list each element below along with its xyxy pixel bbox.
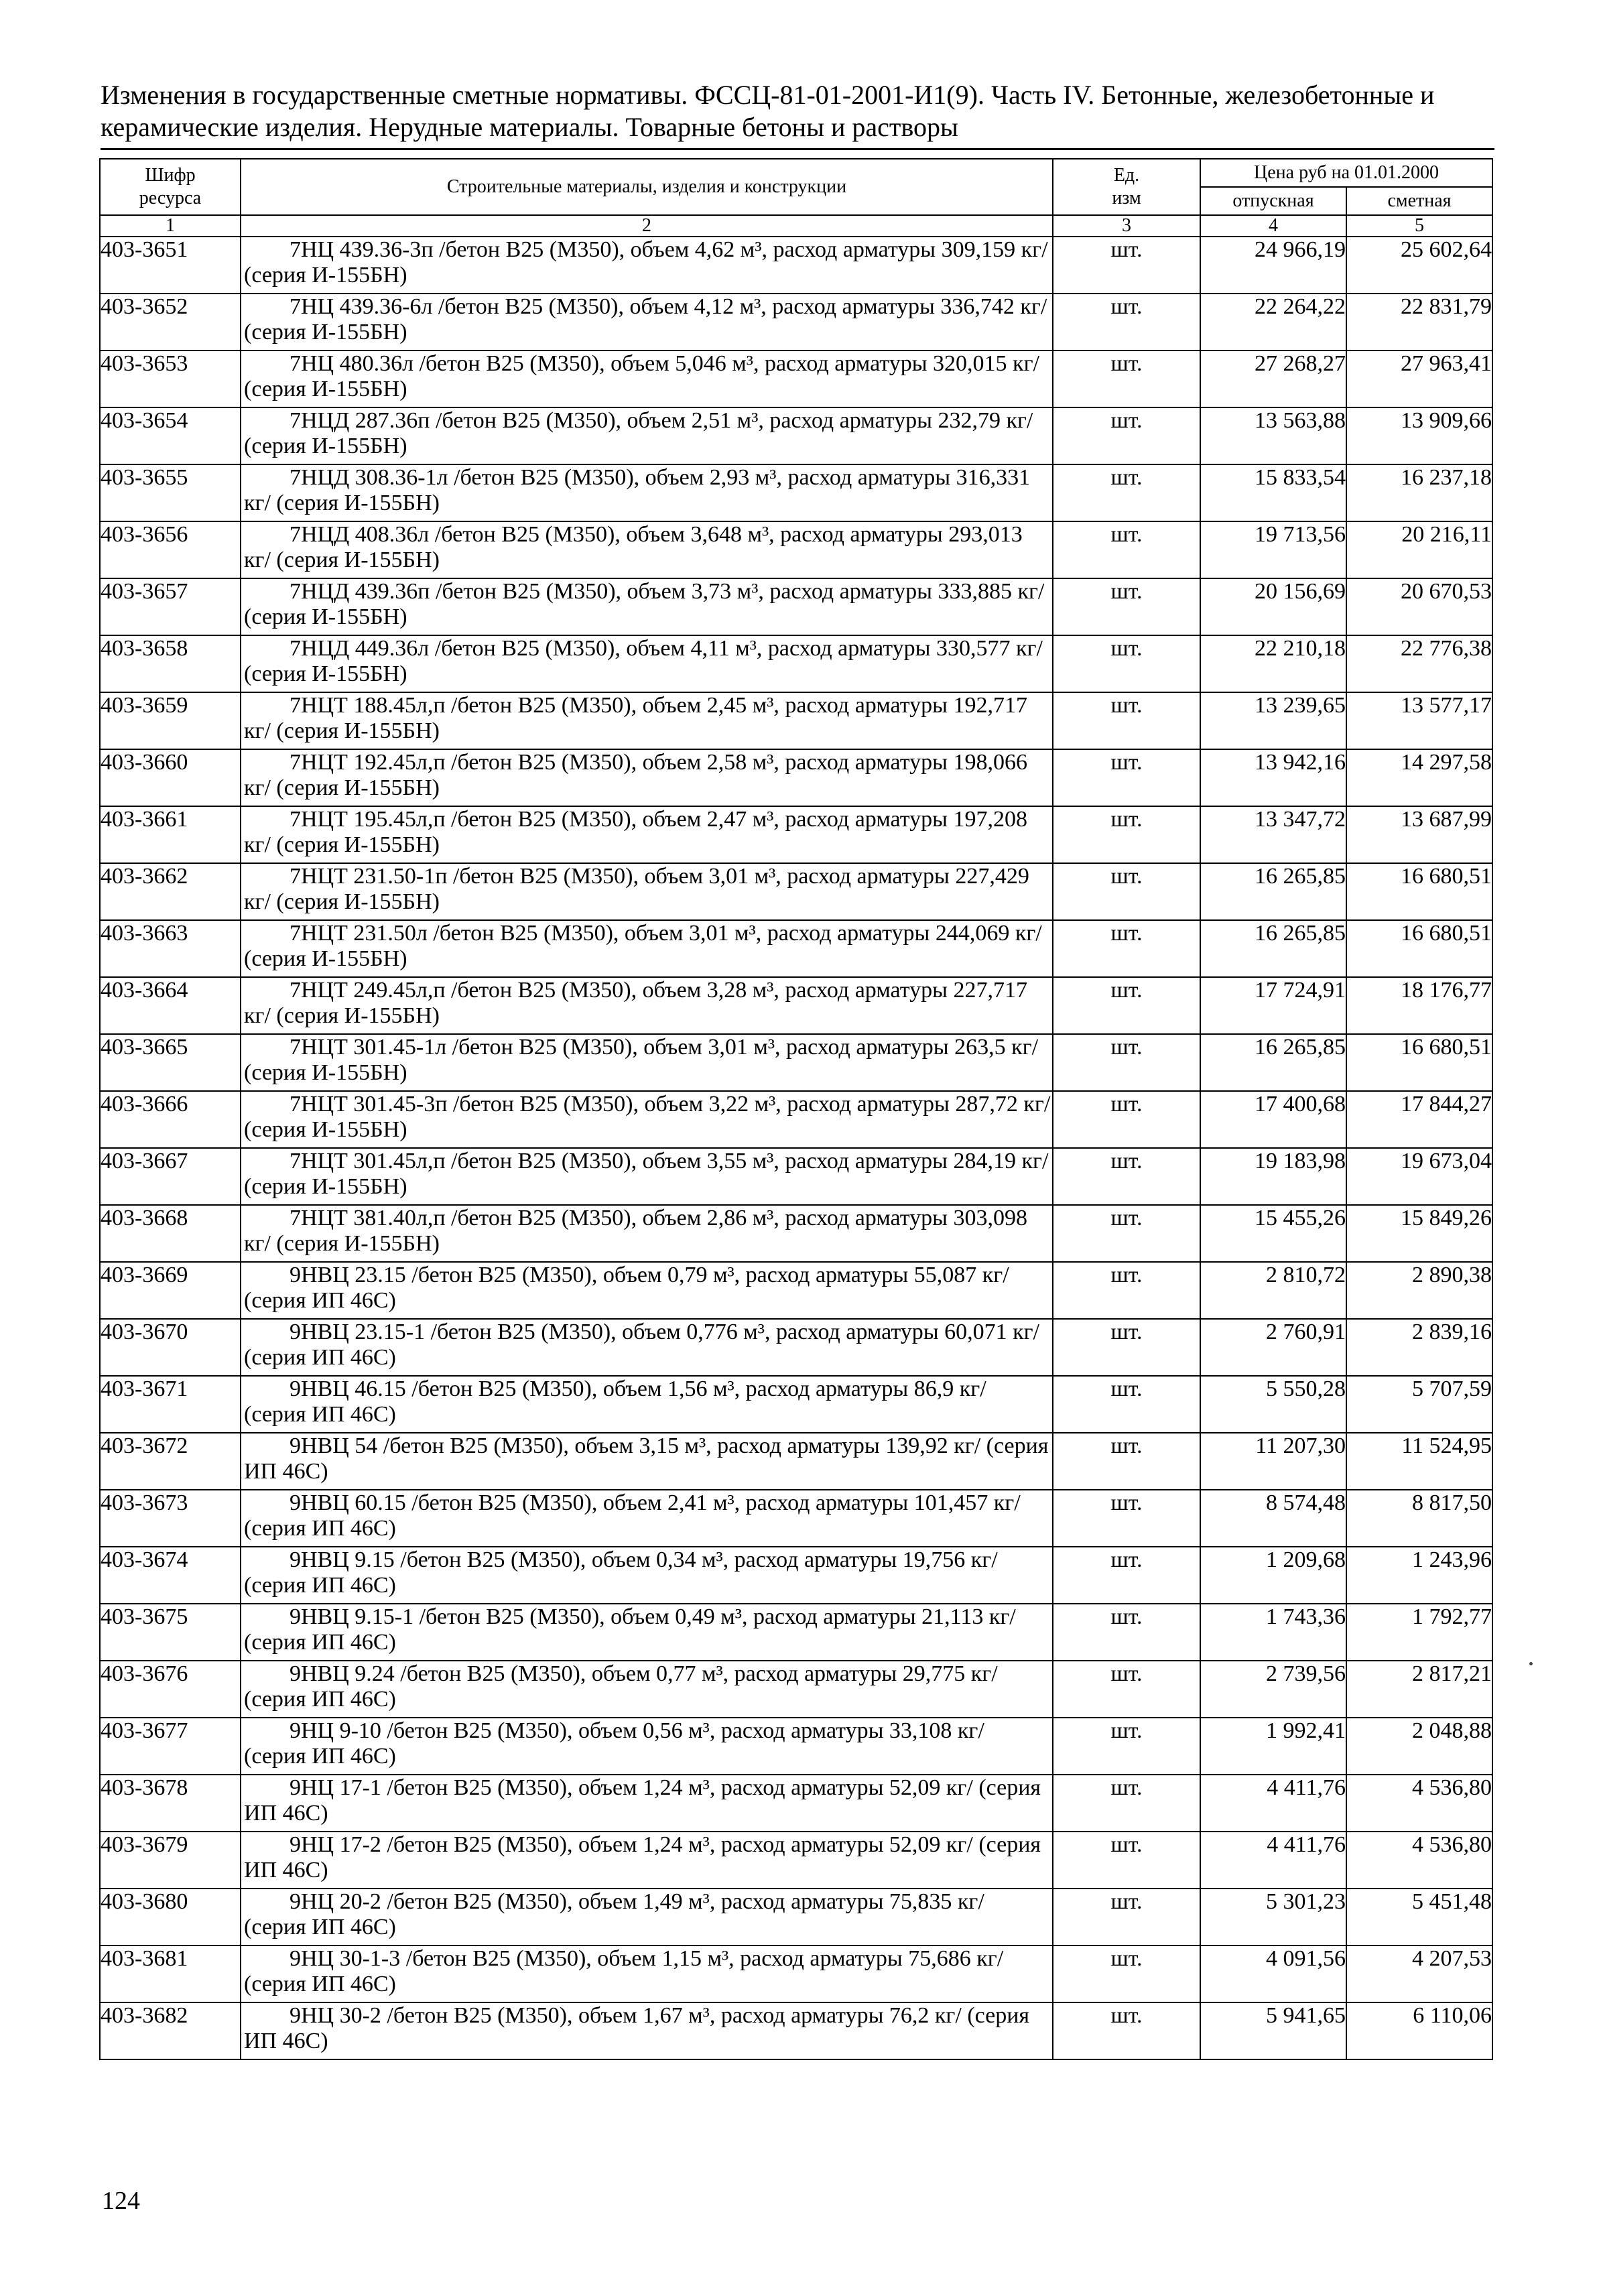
table-row	[100, 1148, 1492, 1205]
table-row	[100, 863, 1492, 920]
wholesale-price-cell: 5 550,28	[1200, 1376, 1346, 1433]
page-number: 124	[102, 2187, 140, 2215]
estimate-price-cell: 22 776,38	[1346, 635, 1492, 692]
resource-code-cell: 403-3674	[100, 1547, 241, 1604]
estimate-price-cell: 27 963,41	[1346, 350, 1492, 407]
unit-cell: шт.	[1053, 920, 1200, 977]
description-cell	[241, 635, 1053, 692]
code-column-header	[100, 159, 241, 215]
resource-code-cell: 403-3666	[100, 1091, 241, 1148]
table-row	[100, 294, 1492, 350]
wholesale-price-cell: 13 563,88	[1200, 407, 1346, 464]
table-row	[100, 1547, 1492, 1604]
unit-cell: шт.	[1053, 1148, 1200, 1205]
resource-code-cell: 403-3662	[100, 863, 241, 920]
description-text: 7НЦТ 301.45-3п /бетон В25 (М350), объем 3,22 м³, расход арматуры 287,72 кг/ (серия И-155БН)	[244, 1092, 1051, 1142]
description-column-header: Строительные материалы, изделия и конструкции	[241, 159, 1053, 215]
estimate-price-cell: 5 451,48	[1346, 1889, 1492, 1946]
wholesale-price-cell: 13 239,65	[1200, 692, 1346, 749]
description-text: 7НЦ 480.36л /бетон В25 (М350), объем 5,046 м³, расход арматуры 320,015 кг/ (серия И-155БН)	[244, 351, 1039, 401]
estimate-price-cell: 14 297,58	[1346, 749, 1492, 806]
table-row	[100, 749, 1492, 806]
table-row	[100, 1832, 1492, 1889]
wholesale-price-cell: 4 411,76	[1200, 1775, 1346, 1832]
description-cell	[241, 407, 1053, 464]
description-cell	[241, 1946, 1053, 2002]
wholesale-price-cell: 8 574,48	[1200, 1490, 1346, 1547]
table-row	[100, 1946, 1492, 2002]
table-row	[100, 806, 1492, 863]
column-number: 3	[1053, 215, 1200, 237]
resource-code-cell: 403-3664	[100, 977, 241, 1034]
unit-cell: шт.	[1053, 350, 1200, 407]
description-cell	[241, 1775, 1053, 1832]
resource-code-cell: 403-3669	[100, 1262, 241, 1319]
wholesale-price-cell: 1 992,41	[1200, 1718, 1346, 1775]
unit-cell: шт.	[1053, 1832, 1200, 1889]
estimate-price-cell: 16 680,51	[1346, 863, 1492, 920]
resource-code-cell: 403-3657	[100, 578, 241, 635]
resource-code-cell: 403-3653	[100, 350, 241, 407]
description-text: 9НЦ 17-1 /бетон В25 (М350), объем 1,24 м³, расход арматуры 52,09 кг/ (серия ИП 46С)	[244, 1775, 1041, 1826]
description-cell	[241, 1148, 1053, 1205]
description-text: 7НЦТ 301.45-1л /бетон В25 (М350), объем 3,01 м³, расход арматуры 263,5 кг/ (серия И-155БН)	[244, 1035, 1039, 1085]
unit-cell: шт.	[1053, 2002, 1200, 2059]
wholesale-price-cell: 4 091,56	[1200, 1946, 1346, 2002]
description-cell	[241, 1091, 1053, 1148]
wholesale-price-cell: 15 455,26	[1200, 1205, 1346, 1262]
wholesale-price-cell: 17 724,91	[1200, 977, 1346, 1034]
description-text: 9НВЦ 54 /бетон В25 (М350), объем 3,15 м³, расход арматуры 139,92 кг/ (серия ИП 46С)	[244, 1433, 1049, 1484]
wholesale-price-cell: 20 156,69	[1200, 578, 1346, 635]
unit-cell: шт.	[1053, 1889, 1200, 1946]
description-cell	[241, 977, 1053, 1034]
resource-code-cell: 403-3656	[100, 521, 241, 578]
resource-code-cell: 403-3654	[100, 407, 241, 464]
description-text: 7НЦТ 381.40л,п /бетон В25 (М350), объем 2,86 м³, расход арматуры 303,098 кг/ (серия И-155БН)	[244, 1206, 1028, 1256]
description-text: 7НЦТ 249.45л,п /бетон В25 (М350), объем 3,28 м³, расход арматуры 227,717 кг/ (серия И-155БН)	[244, 978, 1028, 1028]
unit-cell: шт.	[1053, 464, 1200, 521]
description-cell	[241, 749, 1053, 806]
description-text: 9НЦ 30-1-3 /бетон В25 (М350), объем 1,15 м³, расход арматуры 75,686 кг/ (серия ИП 46С)	[244, 1946, 1004, 1996]
wholesale-price-cell: 15 833,54	[1200, 464, 1346, 521]
resource-code-cell: 403-3655	[100, 464, 241, 521]
description-cell	[241, 1433, 1053, 1490]
header-rule	[101, 148, 1494, 150]
description-text: 9НВЦ 60.15 /бетон В25 (М350), объем 2,41 м³, расход арматуры 101,457 кг/ (серия ИП 46С)	[244, 1490, 1021, 1541]
resource-code-cell: 403-3663	[100, 920, 241, 977]
description-cell	[241, 806, 1053, 863]
resource-code-cell: 403-3680	[100, 1889, 241, 1946]
table-row	[100, 2002, 1492, 2059]
description-text: 9НВЦ 9.15-1 /бетон В25 (М350), объем 0,49 м³, расход арматуры 21,113 кг/ (серия ИП 46С)	[244, 1604, 1016, 1655]
wholesale-price-cell: 19 183,98	[1200, 1148, 1346, 1205]
description-text: 7НЦТ 231.50л /бетон В25 (М350), объем 3,01 м³, расход арматуры 244,069 кг/ (серия И-155БН)	[244, 921, 1042, 971]
estimate-price-cell: 2 890,38	[1346, 1262, 1492, 1319]
description-text: 7НЦД 408.36л /бетон В25 (М350), объем 3,648 м³, расход арматуры 293,013 кг/ (серия И-155БН)	[244, 522, 1023, 572]
unit-cell: шт.	[1053, 749, 1200, 806]
estimate-price-cell: 4 207,53	[1346, 1946, 1492, 2002]
resource-code-cell: 403-3665	[100, 1034, 241, 1091]
wholesale-price-cell: 11 207,30	[1200, 1433, 1346, 1490]
description-cell	[241, 237, 1053, 294]
wholesale-price-cell: 13 347,72	[1200, 806, 1346, 863]
estimate-price-cell: 1 792,77	[1346, 1604, 1492, 1661]
table-row	[100, 1376, 1492, 1433]
description-text: 7НЦД 439.36п /бетон В25 (М350), объем 3,73 м³, расход арматуры 333,885 кг/ (серия И-155БН)	[244, 579, 1045, 629]
estimate-price-cell: 6 110,06	[1346, 2002, 1492, 2059]
description-cell	[241, 521, 1053, 578]
estimate-column-header: сметная	[1346, 187, 1492, 215]
estimate-price-cell: 22 831,79	[1346, 294, 1492, 350]
resource-code-cell: 403-3673	[100, 1490, 241, 1547]
resource-code-cell: 403-3670	[100, 1319, 241, 1376]
resource-code-cell: 403-3659	[100, 692, 241, 749]
table-row	[100, 1091, 1492, 1148]
code-header-line-2: ресурса	[139, 188, 202, 208]
unit-cell: шт.	[1053, 1946, 1200, 2002]
unit-cell: шт.	[1053, 1661, 1200, 1718]
unit-cell: шт.	[1053, 294, 1200, 350]
unit-cell: шт.	[1053, 1604, 1200, 1661]
wholesale-price-cell: 16 265,85	[1200, 920, 1346, 977]
unit-cell: шт.	[1053, 635, 1200, 692]
description-text: 7НЦД 449.36л /бетон В25 (М350), объем 4,11 м³, расход арматуры 330,577 кг/ (серия И-155БН)	[244, 636, 1043, 686]
resource-code-cell: 403-3681	[100, 1946, 241, 2002]
wholesale-price-cell: 16 265,85	[1200, 1034, 1346, 1091]
wholesale-price-cell: 2 810,72	[1200, 1262, 1346, 1319]
unit-header-line-2: изм	[1112, 188, 1141, 208]
description-text: 9НВЦ 9.15 /бетон В25 (М350), объем 0,34 м³, расход арматуры 19,756 кг/ (серия ИП 46С)	[244, 1547, 998, 1598]
unit-column-header	[1053, 159, 1200, 215]
unit-cell: шт.	[1053, 1091, 1200, 1148]
wholesale-price-cell: 17 400,68	[1200, 1091, 1346, 1148]
table-row	[100, 1661, 1492, 1718]
estimate-price-cell: 16 237,18	[1346, 464, 1492, 521]
description-text: 7НЦТ 301.45л,п /бетон В25 (М350), объем 3,55 м³, расход арматуры 284,19 кг/ (серия И-155БН)	[244, 1149, 1049, 1199]
description-text: 7НЦД 287.36п /бетон В25 (М350), объем 2,51 м³, расход арматуры 232,79 кг/ (серия И-155БН)	[244, 408, 1033, 458]
wholesale-column-header: отпускная	[1200, 187, 1346, 215]
estimate-price-cell: 2 048,88	[1346, 1718, 1492, 1775]
description-cell	[241, 294, 1053, 350]
table-row	[100, 1490, 1492, 1547]
table-row	[100, 1034, 1492, 1091]
table-row	[100, 464, 1492, 521]
unit-header-line-1: Ед.	[1113, 165, 1140, 186]
wholesale-price-cell: 2 739,56	[1200, 1661, 1346, 1718]
description-cell	[241, 920, 1053, 977]
document-header	[101, 79, 1494, 143]
description-cell	[241, 1205, 1053, 1262]
description-text: 9НЦ 20-2 /бетон В25 (М350), объем 1,49 м³, расход арматуры 75,835 кг/ (серия ИП 46С)	[244, 1889, 984, 1939]
estimate-price-cell: 1 243,96	[1346, 1547, 1492, 1604]
description-text: 7НЦТ 195.45л,п /бетон В25 (М350), объем 2,47 м³, расход арматуры 197,208 кг/ (серия И-155БН)	[244, 807, 1028, 857]
resource-code-cell: 403-3677	[100, 1718, 241, 1775]
description-text: 7НЦТ 192.45л,п /бетон В25 (М350), объем 2,58 м³, расход арматуры 198,066 кг/ (серия И-155БН)	[244, 750, 1028, 800]
unit-cell: шт.	[1053, 1547, 1200, 1604]
estimate-price-cell: 4 536,80	[1346, 1775, 1492, 1832]
estimate-price-cell: 19 673,04	[1346, 1148, 1492, 1205]
resource-code-cell: 403-3667	[100, 1148, 241, 1205]
column-number: 1	[100, 215, 241, 237]
resource-code-cell: 403-3676	[100, 1661, 241, 1718]
unit-cell: шт.	[1053, 1034, 1200, 1091]
table-row	[100, 407, 1492, 464]
description-cell	[241, 578, 1053, 635]
unit-cell: шт.	[1053, 1433, 1200, 1490]
description-cell	[241, 1376, 1053, 1433]
table-row	[100, 1205, 1492, 1262]
estimate-price-cell: 16 680,51	[1346, 920, 1492, 977]
wholesale-price-cell: 27 268,27	[1200, 350, 1346, 407]
unit-cell: шт.	[1053, 1775, 1200, 1832]
table-row	[100, 635, 1492, 692]
table-row	[100, 1889, 1492, 1946]
description-cell	[241, 1604, 1053, 1661]
estimate-price-cell: 11 524,95	[1346, 1433, 1492, 1490]
description-text: 7НЦТ 188.45л,п /бетон В25 (М350), объем 2,45 м³, расход арматуры 192,717 кг/ (серия И-155БН)	[244, 693, 1028, 743]
description-cell	[241, 350, 1053, 407]
estimate-price-cell: 2 839,16	[1346, 1319, 1492, 1376]
wholesale-price-cell: 1 209,68	[1200, 1547, 1346, 1604]
code-header-line-1: Шифр	[145, 165, 196, 186]
estimate-price-cell: 17 844,27	[1346, 1091, 1492, 1148]
estimate-price-cell: 13 687,99	[1346, 806, 1492, 863]
unit-cell: шт.	[1053, 1262, 1200, 1319]
unit-cell: шт.	[1053, 1718, 1200, 1775]
table-body	[100, 237, 1492, 2059]
table-row	[100, 1262, 1492, 1319]
table-row	[100, 350, 1492, 407]
unit-cell: шт.	[1053, 692, 1200, 749]
table-row	[100, 1775, 1492, 1832]
unit-cell: шт.	[1053, 863, 1200, 920]
unit-cell: шт.	[1053, 1376, 1200, 1433]
estimate-price-cell: 13 909,66	[1346, 407, 1492, 464]
wholesale-price-cell: 24 966,19	[1200, 237, 1346, 294]
estimate-price-cell: 15 849,26	[1346, 1205, 1492, 1262]
estimate-price-cell: 5 707,59	[1346, 1376, 1492, 1433]
table-row	[100, 977, 1492, 1034]
estimate-price-cell: 13 577,17	[1346, 692, 1492, 749]
resource-code-cell: 403-3661	[100, 806, 241, 863]
wholesale-price-cell: 19 713,56	[1200, 521, 1346, 578]
estimate-price-cell: 2 817,21	[1346, 1661, 1492, 1718]
estimate-price-cell: 20 670,53	[1346, 578, 1492, 635]
estimate-price-cell: 16 680,51	[1346, 1034, 1492, 1091]
estimate-price-cell: 18 176,77	[1346, 977, 1492, 1034]
description-cell	[241, 1661, 1053, 1718]
description-text: 9НВЦ 23.15 /бетон В25 (М350), объем 0,79 м³, расход арматуры 55,087 кг/ (серия ИП 46С)	[244, 1263, 1009, 1313]
description-cell	[241, 863, 1053, 920]
scan-speck	[1529, 1662, 1533, 1665]
wholesale-price-cell: 22 264,22	[1200, 294, 1346, 350]
description-text: 9НВЦ 23.15-1 /бетон В25 (М350), объем 0,776 м³, расход арматуры 60,071 кг/ (серия ИП 46С)	[244, 1320, 1039, 1370]
estimate-price-cell: 4 536,80	[1346, 1832, 1492, 1889]
description-cell	[241, 692, 1053, 749]
description-cell	[241, 1832, 1053, 1889]
resource-code-cell: 403-3682	[100, 2002, 241, 2059]
header-line-1: Изменения в государственные сметные нормативы. ФССЦ-81-01-2001-И1(9). Часть IV. Бетонные, железобетонные и	[101, 80, 1435, 110]
description-cell	[241, 464, 1053, 521]
description-text: 7НЦД 308.36-1л /бетон В25 (М350), объем 2,93 м³, расход арматуры 316,331 кг/ (серия И-155БН)	[244, 465, 1031, 515]
unit-cell: шт.	[1053, 977, 1200, 1034]
description-text: 7НЦ 439.36-6л /бетон В25 (М350), объем 4,12 м³, расход арматуры 336,742 кг/ (серия И-155БН)	[244, 294, 1047, 344]
wholesale-price-cell: 5 301,23	[1200, 1889, 1346, 1946]
description-cell	[241, 1490, 1053, 1547]
description-text: 9НЦ 30-2 /бетон В25 (М350), объем 1,67 м³, расход арматуры 76,2 кг/ (серия ИП 46С)	[244, 2003, 1030, 2053]
unit-cell: шт.	[1053, 407, 1200, 464]
table-row	[100, 1604, 1492, 1661]
unit-cell: шт.	[1053, 806, 1200, 863]
table-row	[100, 237, 1492, 294]
unit-cell: шт.	[1053, 1205, 1200, 1262]
resource-code-cell: 403-3672	[100, 1433, 241, 1490]
description-text: 9НЦ 9-10 /бетон В25 (М350), объем 0,56 м³, расход арматуры 33,108 кг/ (серия ИП 46С)	[244, 1718, 984, 1769]
resource-code-cell: 403-3660	[100, 749, 241, 806]
column-number-row	[100, 215, 1492, 237]
column-number: 2	[241, 215, 1053, 237]
resource-code-cell: 403-3679	[100, 1832, 241, 1889]
resource-code-cell: 403-3671	[100, 1376, 241, 1433]
table-row	[100, 521, 1492, 578]
resource-code-cell: 403-3668	[100, 1205, 241, 1262]
wholesale-price-cell: 1 743,36	[1200, 1604, 1346, 1661]
description-text: 7НЦТ 231.50-1п /бетон В25 (М350), объем 3,01 м³, расход арматуры 227,429 кг/ (серия И-155БН)	[244, 864, 1029, 914]
unit-cell: шт.	[1053, 578, 1200, 635]
table-row	[100, 920, 1492, 977]
wholesale-price-cell: 5 941,65	[1200, 2002, 1346, 2059]
description-text: 9НВЦ 46.15 /бетон В25 (М350), объем 1,56 м³, расход арматуры 86,9 кг/ (серия ИП 46С)	[244, 1377, 986, 1427]
resource-code-cell: 403-3675	[100, 1604, 241, 1661]
table-header	[100, 159, 1492, 237]
description-cell	[241, 1889, 1053, 1946]
table-row	[100, 692, 1492, 749]
wholesale-price-cell: 22 210,18	[1200, 635, 1346, 692]
resource-code-cell: 403-3678	[100, 1775, 241, 1832]
description-cell	[241, 1262, 1053, 1319]
description-cell	[241, 1718, 1053, 1775]
wholesale-price-cell: 16 265,85	[1200, 863, 1346, 920]
description-text: 9НЦ 17-2 /бетон В25 (М350), объем 1,24 м³, расход арматуры 52,09 кг/ (серия ИП 46С)	[244, 1832, 1041, 1883]
wholesale-price-cell: 4 411,76	[1200, 1832, 1346, 1889]
description-cell	[241, 1319, 1053, 1376]
resource-code-cell: 403-3652	[100, 294, 241, 350]
description-cell	[241, 1034, 1053, 1091]
description-cell	[241, 2002, 1053, 2059]
resource-code-cell: 403-3658	[100, 635, 241, 692]
unit-cell: шт.	[1053, 521, 1200, 578]
price-table	[99, 158, 1493, 2060]
unit-cell: шт.	[1053, 237, 1200, 294]
column-number: 5	[1346, 215, 1492, 237]
price-column-header: Цена руб на 01.01.2000	[1200, 159, 1492, 187]
header-line-2: керамические изделия. Нерудные материалы. Товарные бетоны и растворы	[101, 112, 958, 142]
wholesale-price-cell: 13 942,16	[1200, 749, 1346, 806]
resource-code-cell: 403-3651	[100, 237, 241, 294]
unit-cell: шт.	[1053, 1490, 1200, 1547]
wholesale-price-cell: 2 760,91	[1200, 1319, 1346, 1376]
description-text: 9НВЦ 9.24 /бетон В25 (М350), объем 0,77 м³, расход арматуры 29,775 кг/ (серия ИП 46С)	[244, 1661, 998, 1712]
table-row	[100, 1433, 1492, 1490]
unit-cell: шт.	[1053, 1319, 1200, 1376]
column-number: 4	[1200, 215, 1346, 237]
table-row	[100, 1718, 1492, 1775]
estimate-price-cell: 20 216,11	[1346, 521, 1492, 578]
estimate-price-cell: 25 602,64	[1346, 237, 1492, 294]
estimate-price-cell: 8 817,50	[1346, 1490, 1492, 1547]
table-row	[100, 1319, 1492, 1376]
table-row	[100, 578, 1492, 635]
description-text: 7НЦ 439.36-3п /бетон В25 (М350), объем 4,62 м³, расход арматуры 309,159 кг/ (серия И-155БН)	[244, 237, 1048, 288]
description-cell	[241, 1547, 1053, 1604]
